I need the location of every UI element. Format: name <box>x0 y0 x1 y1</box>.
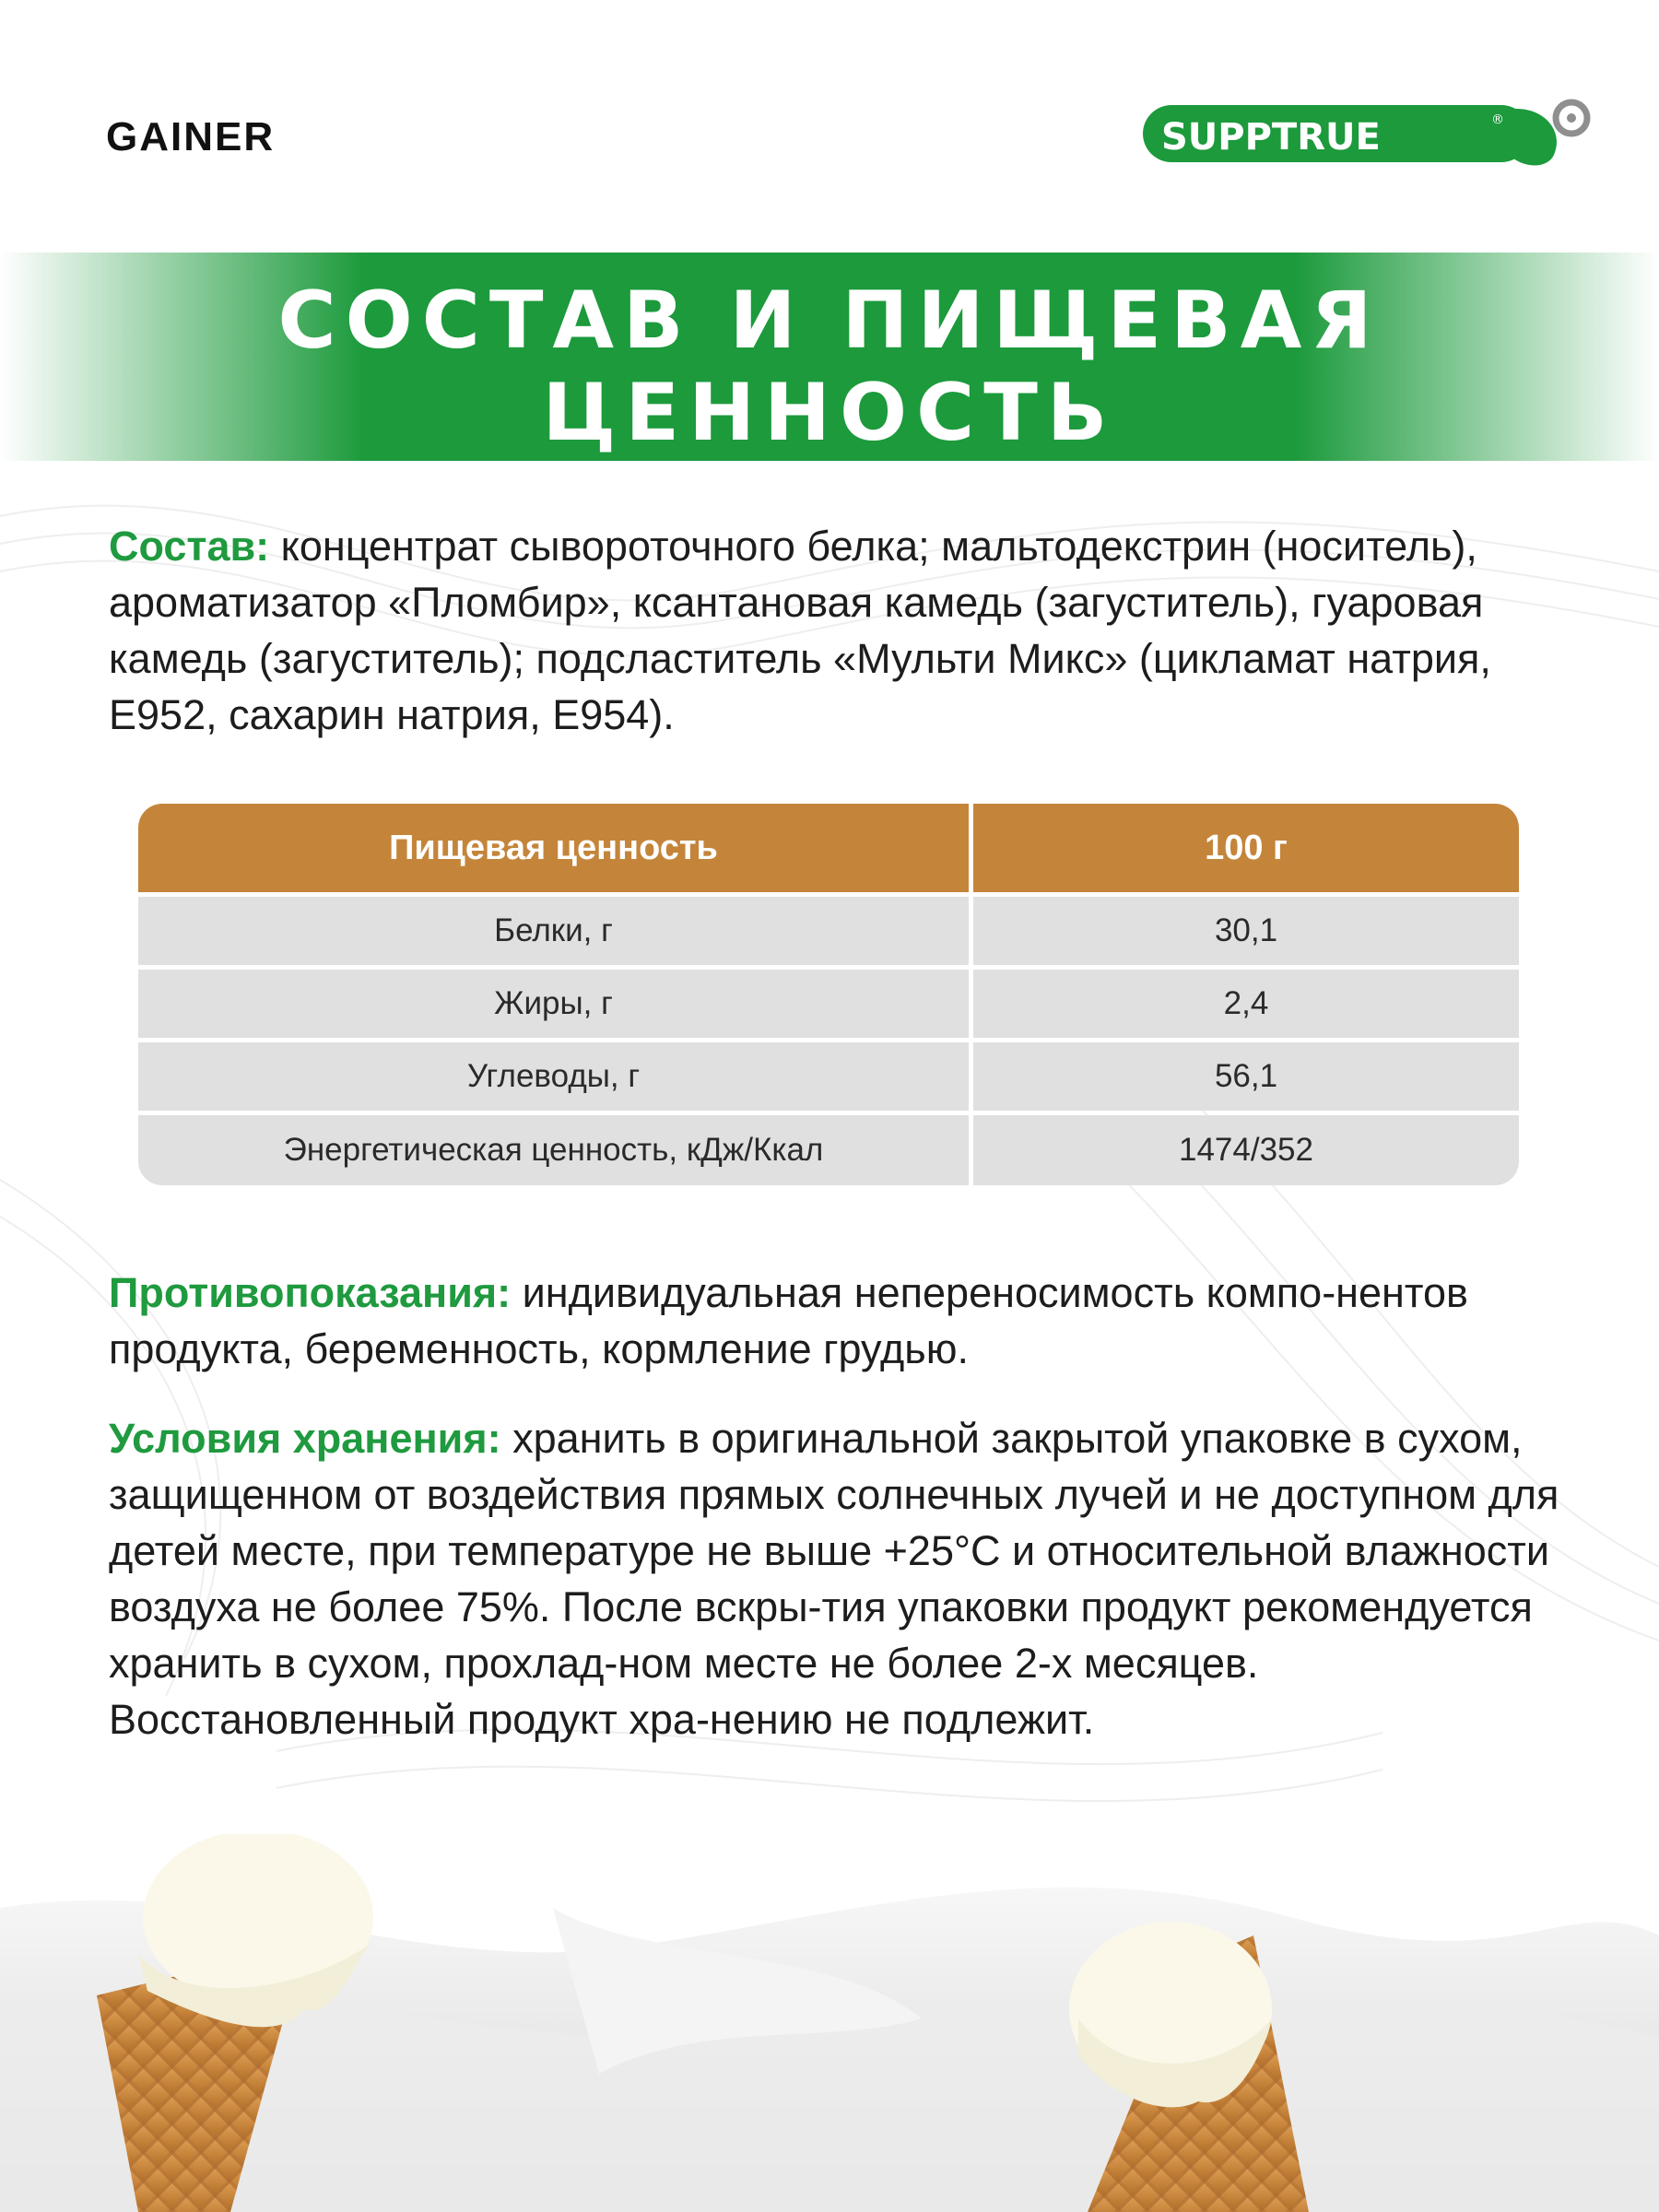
page-title: СОСТАВ И ПИЩЕВАЯ ЦЕННОСТЬ <box>277 275 1382 459</box>
title-banner <box>0 253 1659 461</box>
composition-text: концентрат сывороточного белка; мальтодекстрин (носитель), ароматизатор «Пломбир», ксантановая камедь (загуститель), гуаровая камедь (загуститель); подсластитель «Мульти Микс» (цикламат натрия, Е952, сахарин натрия, Е954). <box>109 523 1491 738</box>
storage-text: хранить в оригинальной закрытой упаковке в сухом, защищенном от воздействия прямых солнечных лучей и не доступном для детей месте, при температуре не выше +25°С и относительной влажности воздуха не более 75%. После вскры-тия упаковки продукт рекомендуется хранить в сухом, прохлад-ном месте не более 2-х месяцев. Восстановленный продукт хра-нению не подлежит. <box>109 1415 1559 1743</box>
contraindications-paragraph <box>109 1265 1565 1377</box>
composition-paragraph <box>109 518 1565 743</box>
storage-paragraph <box>109 1410 1565 1747</box>
table-header-cell: Пищевая ценность <box>138 804 969 892</box>
logo-brand-text: SUPPTRUE <box>1161 116 1381 159</box>
ice-cream-illustration <box>0 1834 1659 2212</box>
table-cell-nutrient: Белки, г <box>138 897 969 965</box>
table-cell-nutrient: Углеводы, г <box>138 1042 969 1111</box>
composition-label: Состав: <box>109 523 270 570</box>
table-cell-nutrient: Жиры, г <box>138 970 969 1038</box>
table-row <box>138 1115 1519 1185</box>
table-header-row <box>138 804 1519 892</box>
table-header-cell: 100 г <box>973 804 1519 892</box>
nutrition-table <box>138 804 1519 1185</box>
product-type-label: GAINER <box>106 114 276 159</box>
table-cell-nutrient: Энергетическая ценность, кДж/Ккал <box>138 1115 969 1185</box>
table-cell-value: 1474/352 <box>973 1115 1519 1185</box>
table-row <box>138 970 1519 1038</box>
contraindications-text: индивидуальная непереносимость компо-нентов продукта, беременность, кормление грудью. <box>109 1269 1468 1372</box>
table-row <box>138 1042 1519 1111</box>
storage-label: Условия хранения: <box>109 1415 501 1462</box>
table-cell-value: 2,4 <box>973 970 1519 1038</box>
table-cell-value: 56,1 <box>973 1042 1519 1111</box>
svg-text:®: ® <box>1491 112 1504 127</box>
contraindications-label: Противопоказания: <box>109 1269 512 1316</box>
supptrue-logo <box>1134 92 1594 175</box>
table-cell-value: 30,1 <box>973 897 1519 965</box>
table-row <box>138 897 1519 965</box>
